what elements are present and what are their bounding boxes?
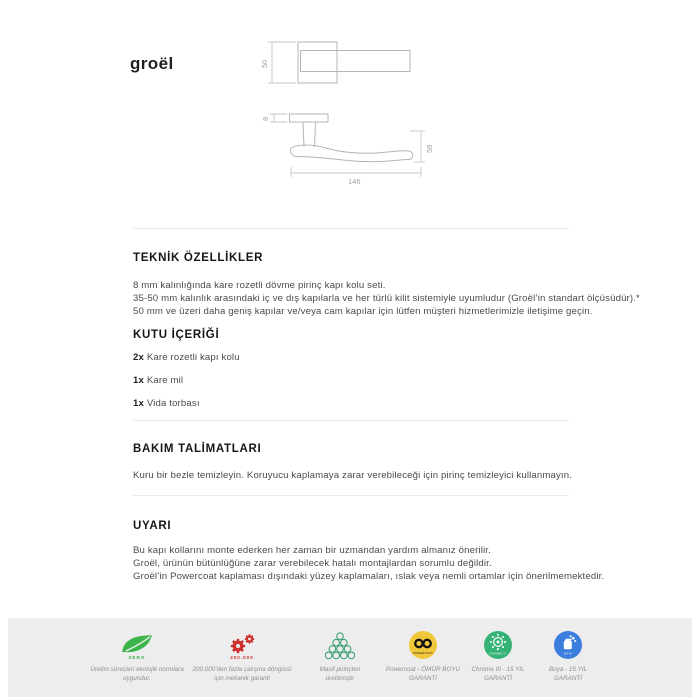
box-item-qty: 2x [133,352,144,363]
handle-side-view [290,114,413,162]
badge-caption: Boya - 15 YIL GARANTİ [548,666,588,683]
badge-caption: Üretim süreçleri ekolojik normlara uygundur. [90,666,184,683]
dimension-lines-side [270,114,425,177]
technical-paragraph: 35-50 mm kalınlık arasındaki iç ve dış kapılarla ve her türlü kilit sistemiyle uyumludur (Groël’in standart ölçüsüdür).* [133,293,640,304]
chrome-seal-text: CHROME III [489,652,507,656]
powercoat-seal-text: POWERCOAT [412,651,434,655]
box-item [133,351,658,364]
gears-icon [229,633,256,654]
brass-pyramid-icon [325,632,355,660]
badge-paint-iconbox [553,629,583,660]
box-item-qty: 1x [133,375,144,386]
badge-powercoat [381,629,465,684]
box-item-qty: 1x [133,398,144,409]
badge-eco [89,629,185,684]
section-divider [133,228,569,229]
brand-logo: groël [130,54,174,73]
leaf-icon [120,633,154,654]
warning-paragraph: Bu kapı kollarını monte ederken her zaman bir uzmandan yardım almanız önerilir. [133,545,491,556]
dim-label-146: 146 [348,177,361,186]
badge-eco-label: ZERO [128,655,146,660]
badge-caption: Chrome III - 15 YIL GARANTİ [471,666,525,683]
warning-paragraph: Groël’in Powercoat kaplaması dışındaki yüzey kaplamaları, ıslak veya nemli ortamlar için önerilmemektedir. [133,571,605,582]
care-title: BAKIM TALİMATLARI [133,443,262,455]
certification-band [8,618,692,697]
dim-label-58: 58 [425,144,434,153]
badge-cycles [190,629,294,684]
technical-drawing [255,33,450,198]
badge-eco-iconbox [120,629,154,660]
technical-title: TEKNİK ÖZELLİKLER [133,252,264,264]
badge-powercoat-iconbox [408,629,438,660]
box-item-label: Kare rozetli kapı kolu [146,352,240,363]
section-divider [133,420,569,421]
paint-seal-icon [553,630,583,660]
box-contents-title: KUTU İÇERİĞİ [133,329,220,341]
badge-brass-iconbox [325,629,355,660]
badge-caption: Powercoat - ÖMÜR BOYU GARANTİ [385,666,461,683]
box-item [133,374,658,387]
dimension-lines-top [268,42,296,83]
badge-chrome [460,629,536,684]
badge-paint [536,629,600,684]
chrome-seal-icon [483,630,513,660]
badge-caption: Masif pirinçten üretilmiştir [319,666,361,683]
handle-top-view [298,42,410,83]
spec-content [133,228,658,583]
technical-paragraph: 50 mm ve üzeri daha geniş kapılar ve/veya cam kapılar için lütfen müşteri hizmetlerimizle iletişime geçin. [133,306,593,317]
warning-paragraph: Groël, ürünün bütünlüğüne zarar verebilecek hatalı montajlardan sorumlu değildir. [133,558,492,569]
badge-cycles-label: 200.000 [230,655,254,660]
care-paragraph: Kuru bir bezle temizleyin. Koruyucu kaplamaya zarar verebileceği için pirinç temizleyici kullanmayın. [133,470,573,481]
badge-cycles-iconbox [229,629,256,660]
section-divider [133,495,569,496]
badge-caption: 200.000’den fazla çalışma döngüsü için mekanik garanti [192,666,292,683]
box-item-label: Kare mil [146,375,184,386]
technical-paragraph: 8 mm kalınlığında kare rozetli dövme pirinç kapı kolu seti. [133,280,386,291]
badge-chrome-iconbox [483,629,513,660]
dim-label-50: 50 [260,59,269,68]
badge-brass [305,629,375,684]
paint-seal-text: BOYA [564,652,572,656]
powercoat-seal-icon [408,630,438,660]
dim-label-8: 8 [261,116,270,121]
warning-title: UYARI [133,520,172,532]
box-item [133,397,658,410]
box-item-label: Vida torbası [146,398,200,409]
